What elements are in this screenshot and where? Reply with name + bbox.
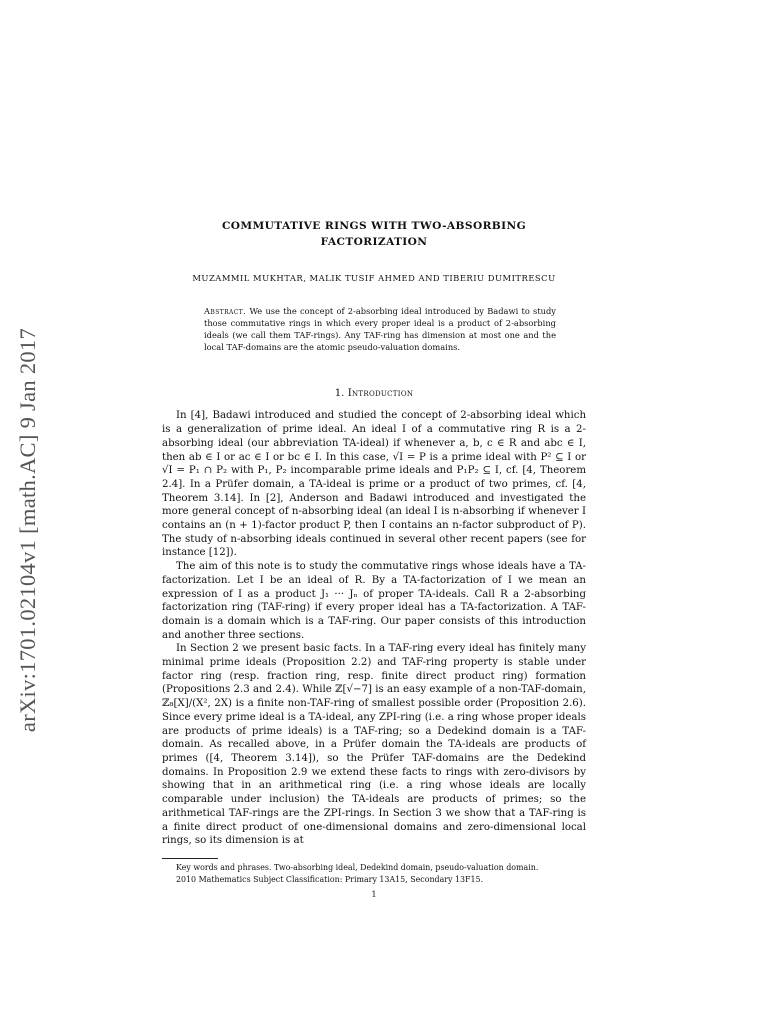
section-title: Introduction <box>347 387 414 399</box>
section-body <box>162 409 586 848</box>
paragraph: In [4], Badawi introduced and studied the concept of 2-absorbing ideal which is a generalization of prime ideal. An ideal I of a commutative ring R is a 2-absorbing ideal (our abbreviation TA-ideal) if whenever a, b, c ∈ R and abc ∈ I, then ab ∈ I or ac ∈ I or bc ∈ I. In this case, √I = P is a prime ideal with P² ⊆ I or √I = P₁ ∩ P₂ with P₁, P₂ incomparable prime ideals and P₁P₂ ⊆ I, cf. [4, Theorem 2.4]. In a Prüfer domain, a TA-ideal is prime or a product of two primes, cf. [4, Theorem 3.14]. In [2], Anderson and Badawi introduced and investigated the more general concept of n-absorbing ideal (an ideal I is n-absorbing if whenever I contains an (n + 1)-factor product P, then I contains an n-factor subproduct of P). The study of n-absorbing ideals continued in several other recent papers (see for instance [12]). <box>162 410 586 559</box>
arxiv-identifier-stamp <box>8 145 48 915</box>
abstract-text: We use the concept of 2-absorbing ideal introduced by Badawi to study those commutative rings in which every proper ideal is a product of 2-absorbing ideals (we call them TAF-rings). Any TAF-ring has dimension at most one and the local TAF-domains are the atomic pseudo-valuation domains. <box>204 305 556 352</box>
footnote-divider <box>162 858 218 859</box>
footnote-classification: 2010 Mathematics Subject Classification: Primary 13A15, Secondary 13F15. <box>176 874 484 884</box>
footnotes <box>162 862 586 886</box>
abstract <box>204 305 556 353</box>
paragraph: The aim of this note is to study the commutative rings whose ideals have a TA-factorization. Let I be an ideal of R. By a TA-factorization of I we mean an expression of I as a product J₁ ··· Jₙ of proper TA-ideals. Call R a 2-absorbing factorization ring (TAF-ring) if every proper ideal has a TA-factorization. A TAF-domain is a domain which is a TAF-ring. Our paper consists of this introduction and another three sections. <box>162 561 586 641</box>
footnote-keywords: Key words and phrases. Two-absorbing ideal, Dedekind domain, pseudo-valuation domain. <box>176 862 539 872</box>
section-number: 1. <box>334 387 345 399</box>
abstract-label: Abstract. <box>204 305 247 316</box>
paper-authors: MUZAMMIL MUKHTAR, MALIK TUSIF AHMED AND TIBERIU DUMITRESCU <box>192 273 556 283</box>
paper-page <box>162 214 586 902</box>
page-number: 1 <box>371 888 377 899</box>
paper-title: COMMUTATIVE RINGS WITH TWO-ABSORBING FACTORIZATION <box>221 220 527 248</box>
paragraph: In Section 2 we present basic facts. In a TAF-ring every ideal has finitely many minimal prime ideals (Proposition 2.2) and TAF-ring property is stable under factor ring (resp. fraction ring, resp. finite direct product ring) formation (Propositions 2.3 and 2.4). While ℤ[√−7] is an easy example of a non-TAF-domain, ℤ₈[X]/(X², 2X) is a finite non-TAF-ring of smallest possible order (Proposition 2.6). Since every prime ideal is a TA-ideal, any ZPI-ring (i.e. a ring whose proper ideals are products of prime ideals) is a TAF-ring; so a Dedekind domain is a TAF-domain. As recalled above, in a Prüfer domain the TA-ideals are products of primes ([4, Theorem 3.14]), so the Prüfer TAF-domains are the Dedekind domains. In Proposition 2.9 we extend these facts to rings with zero-divisors by showing that in an arithmetical ring (i.e. a ring whose ideals are locally comparable under inclusion) the TA-ideals are products of primes; so the arithmetical TAF-rings are the ZPI-rings. In Section 3 we show that a TAF-ring is a finite direct product of one-dimensional domains and zero-dimensional local rings, so its dimension is at <box>162 643 586 847</box>
section-heading <box>162 387 586 401</box>
arxiv-id-text: arXiv:1701.02104v1 [math.AC] 9 Jan 2017 <box>15 327 40 733</box>
